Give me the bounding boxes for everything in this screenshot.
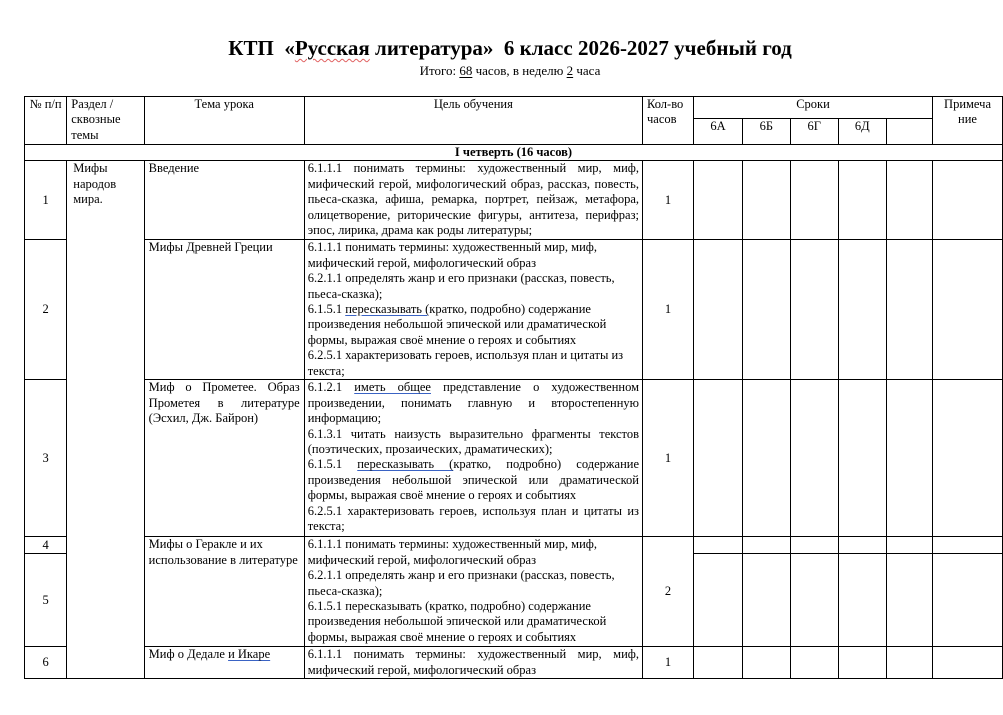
empty-cell [886,119,932,145]
underlined-text: и Икаре [228,647,271,662]
col-header-goal: Цель обучения [304,97,642,145]
date-cell[interactable] [886,380,932,537]
hours-count: 1 [643,647,694,679]
date-cell[interactable] [838,554,886,647]
date-cell[interactable] [838,240,886,380]
notes-cell[interactable] [933,554,1003,647]
lesson-topic: Миф о Прометее. Образ Прометея в литературе (Эсхил, Дж. Байрон) [144,380,304,537]
col-header-class: 6Д [838,119,886,145]
date-cell[interactable] [742,161,790,240]
date-cell[interactable] [693,537,742,554]
learning-goal: 6.1.1.1 понимать термины: художественный мир, миф, мифический герой, мифологический образ 6.2.1.1 определять жанр и его признаки (рассказ, повесть, пьеса-сказка); 6.1.5.1 пересказывать (кратко, подробно) содержание произведения небольшой эпической или драматической формы, выражая своё мнение о героях и событиях [304,537,642,647]
date-cell[interactable] [886,240,932,380]
date-cell[interactable] [838,161,886,240]
underlined-text: пересказывать ( [345,302,430,317]
underlined-text: иметь общее [354,380,431,395]
lesson-number: 4 [25,537,67,554]
spellcheck-word: Русская [294,36,370,60]
total-hours: 68 [459,63,473,78]
col-header-class: 6А [693,119,742,145]
lesson-number: 1 [25,161,67,240]
date-cell[interactable] [838,647,886,679]
date-cell[interactable] [886,647,932,679]
underlined-text: пересказывать ( [357,457,454,472]
date-cell[interactable] [693,554,742,647]
hours-count: 1 [643,380,694,537]
col-header-dates: Сроки [693,97,932,119]
col-header-notes: Примеча ние [933,97,1003,145]
date-cell[interactable] [838,380,886,537]
hours-count: 1 [643,240,694,380]
col-header-num: № п/п [25,97,67,145]
lesson-number: 2 [25,240,67,380]
table-row [25,161,1003,240]
notes-cell[interactable] [933,240,1003,380]
learning-goal: 6.1.1.1 понимать термины: художественный мир, миф, мифический герой, мифологический образ [304,647,642,679]
date-cell[interactable] [790,240,838,380]
hours-count: 2 [643,537,694,647]
col-header-class: 6Б [742,119,790,145]
notes-cell[interactable] [933,161,1003,240]
lesson-topic: Мифы о Геракле и их использование в литературе [144,537,304,647]
lesson-topic: Миф о Дедале и Икаре [144,647,304,679]
col-header-hours: Кол-во часов [643,97,694,145]
date-cell[interactable] [693,161,742,240]
notes-cell[interactable] [933,647,1003,679]
date-cell[interactable] [742,537,790,554]
date-cell[interactable] [790,537,838,554]
lesson-number: 3 [25,380,67,537]
notes-cell[interactable] [933,537,1003,554]
date-cell[interactable] [742,380,790,537]
date-cell[interactable] [886,554,932,647]
weekly-hours: 2 [566,63,574,78]
table-row [25,380,1003,537]
table-row [25,240,1003,380]
quarter-heading: I четверть (16 часов) [25,145,1003,161]
date-cell[interactable] [693,380,742,537]
learning-goal: 6.1.1.1 понимать термины: художественный мир, миф, мифический герой, мифологический образ 6.2.1.1 определять жанр и его признаки (рассказ, повесть, пьеса-сказка); 6.1.5.1 пересказывать (кратко, подробно) содержание произведения небольшой эпической или драматической формы, выражая своё мнение о героях и событиях 6.2.5.1 характеризовать героев, используя план и цитаты из текста; [304,240,642,380]
date-cell[interactable] [886,537,932,554]
page-subtitle: Итого: 68 часов, в неделю 2 часа [419,63,601,78]
date-cell[interactable] [693,240,742,380]
lesson-number: 6 [25,647,67,679]
date-cell[interactable] [693,647,742,679]
learning-goal: 6.1.2.1 иметь общее представление о художественном произведении, понимать главную и второстепенную информацию; 6.1.3.1 читать наизусть выразительно фрагменты текстов (поэтических, прозаических, драматических); 6.1.5.1 пересказывать (кратко, подробно) содержание произведения небольшой эпической или драматической формы, выражая своё мнение о героях и событиях 6.2.5.1 характеризовать героев, используя план и цитаты из текста; [304,380,642,537]
col-header-section: Раздел /сквозные темы [67,97,144,145]
date-cell[interactable] [886,161,932,240]
date-cell[interactable] [742,647,790,679]
table-row [25,537,1003,554]
col-header-class: 6Г [790,119,838,145]
learning-goal: 6.1.1.1 понимать термины: художественный мир, миф, мифический герой, мифологический образ, рассказ, повесть, пьеса-сказка, афиша, ремарка, портрет, пейзаж, метафора, олицетворение, риторические фигуры, антитеза, перифраз; эпос, лирика, драма как роды литературы; [304,161,642,240]
date-cell[interactable] [790,161,838,240]
ktp-table [24,96,1003,679]
lesson-number: 5 [25,554,67,647]
notes-cell[interactable] [933,380,1003,537]
date-cell[interactable] [742,240,790,380]
lesson-topic: Мифы Древней Греции [144,240,304,380]
date-cell[interactable] [790,554,838,647]
lesson-topic: Введение [144,161,304,240]
hours-count: 1 [643,161,694,240]
col-header-topic: Тема урока [144,97,304,145]
page-title: КТП «Русская литература» 6 класс 2026-2027 учебный год [228,36,792,60]
section-name: Мифы народов мира. [67,161,144,679]
date-cell[interactable] [742,554,790,647]
date-cell[interactable] [838,537,886,554]
date-cell[interactable] [790,647,838,679]
table-row [25,647,1003,679]
date-cell[interactable] [790,380,838,537]
